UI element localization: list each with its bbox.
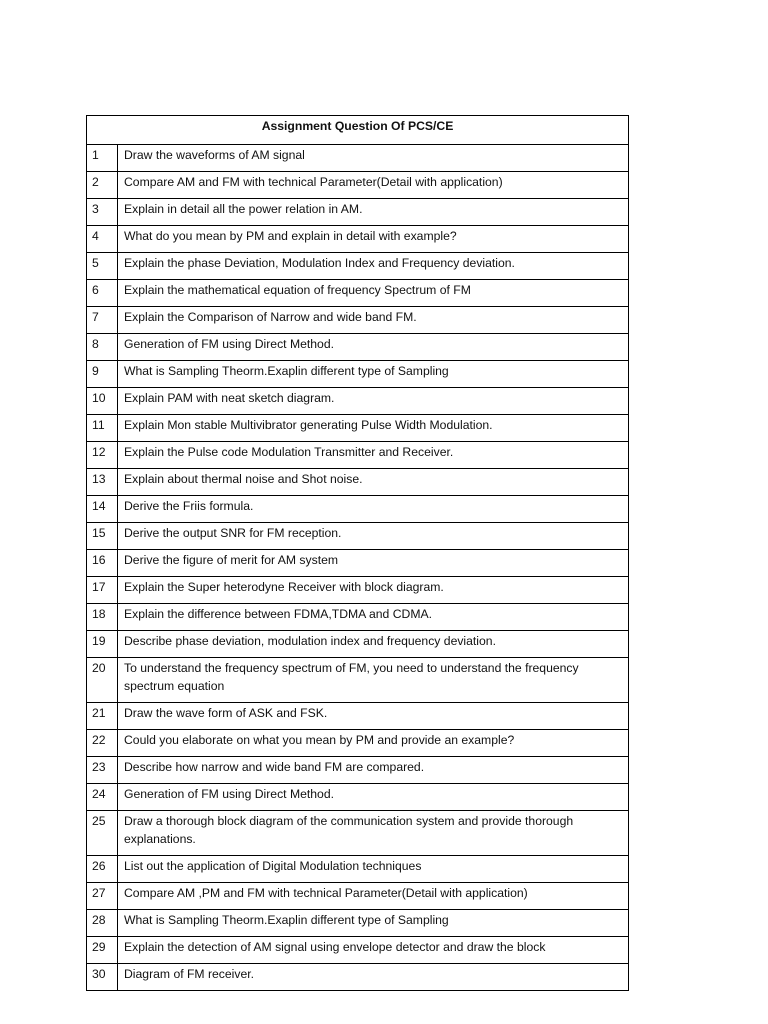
question-text: Explain in detail all the power relation in AM. bbox=[118, 199, 629, 226]
table-row bbox=[87, 910, 629, 937]
table-row bbox=[87, 469, 629, 496]
question-number: 13 bbox=[87, 469, 118, 496]
question-text: Draw the wave form of ASK and FSK. bbox=[118, 703, 629, 730]
question-text: Describe how narrow and wide band FM are compared. bbox=[118, 757, 629, 784]
table-title: Assignment Question Of PCS/CE bbox=[87, 116, 629, 145]
question-number: 7 bbox=[87, 307, 118, 334]
question-text: What do you mean by PM and explain in detail with example? bbox=[118, 226, 629, 253]
table-row bbox=[87, 703, 629, 730]
question-text: Explain Mon stable Multivibrator generating Pulse Width Modulation. bbox=[118, 415, 629, 442]
question-text: Generation of FM using Direct Method. bbox=[118, 784, 629, 811]
question-number: 24 bbox=[87, 784, 118, 811]
table-row bbox=[87, 523, 629, 550]
question-text: Derive the Friis formula. bbox=[118, 496, 629, 523]
table-row bbox=[87, 784, 629, 811]
table-row bbox=[87, 361, 629, 388]
table-row bbox=[87, 307, 629, 334]
table-row bbox=[87, 253, 629, 280]
question-number: 9 bbox=[87, 361, 118, 388]
table-row bbox=[87, 550, 629, 577]
document-page bbox=[86, 115, 628, 991]
question-number: 15 bbox=[87, 523, 118, 550]
question-number: 16 bbox=[87, 550, 118, 577]
table-row bbox=[87, 964, 629, 991]
question-text: Explain the mathematical equation of frequency Spectrum of FM bbox=[118, 280, 629, 307]
table-row bbox=[87, 334, 629, 361]
question-text: Derive the figure of merit for AM system bbox=[118, 550, 629, 577]
question-text: Explain the Pulse code Modulation Transmitter and Receiver. bbox=[118, 442, 629, 469]
question-number: 30 bbox=[87, 964, 118, 991]
table-row bbox=[87, 496, 629, 523]
question-number: 12 bbox=[87, 442, 118, 469]
question-number: 23 bbox=[87, 757, 118, 784]
table-row bbox=[87, 415, 629, 442]
question-number: 20 bbox=[87, 658, 118, 703]
question-text: What is Sampling Theorm.Exaplin different type of Sampling bbox=[118, 910, 629, 937]
question-number: 5 bbox=[87, 253, 118, 280]
question-number: 27 bbox=[87, 883, 118, 910]
table-row bbox=[87, 658, 629, 703]
question-number: 14 bbox=[87, 496, 118, 523]
question-text: Describe phase deviation, modulation index and frequency deviation. bbox=[118, 631, 629, 658]
question-text: Explain the detection of AM signal using envelope detector and draw the block bbox=[118, 937, 629, 964]
question-text: Compare AM ,PM and FM with technical Parameter(Detail with application) bbox=[118, 883, 629, 910]
question-text: Explain the Comparison of Narrow and wide band FM. bbox=[118, 307, 629, 334]
question-number: 1 bbox=[87, 145, 118, 172]
table-row bbox=[87, 172, 629, 199]
question-number: 28 bbox=[87, 910, 118, 937]
question-text: Draw a thorough block diagram of the communication system and provide thorough explanations. bbox=[118, 811, 629, 856]
question-number: 11 bbox=[87, 415, 118, 442]
table-row bbox=[87, 577, 629, 604]
table-row bbox=[87, 856, 629, 883]
table-row bbox=[87, 883, 629, 910]
table-row bbox=[87, 937, 629, 964]
question-number: 10 bbox=[87, 388, 118, 415]
question-number: 4 bbox=[87, 226, 118, 253]
table-row bbox=[87, 442, 629, 469]
question-text: What is Sampling Theorm.Exaplin different type of Sampling bbox=[118, 361, 629, 388]
question-number: 6 bbox=[87, 280, 118, 307]
question-number: 3 bbox=[87, 199, 118, 226]
question-number: 22 bbox=[87, 730, 118, 757]
question-number: 29 bbox=[87, 937, 118, 964]
table-row bbox=[87, 280, 629, 307]
table-row bbox=[87, 757, 629, 784]
question-text: Draw the waveforms of AM signal bbox=[118, 145, 629, 172]
question-text: List out the application of Digital Modulation techniques bbox=[118, 856, 629, 883]
table-row bbox=[87, 199, 629, 226]
question-number: 2 bbox=[87, 172, 118, 199]
table-row bbox=[87, 388, 629, 415]
question-text: To understand the frequency spectrum of FM, you need to understand the frequency spectrum equation bbox=[118, 658, 629, 703]
table-row bbox=[87, 145, 629, 172]
table-row bbox=[87, 730, 629, 757]
assignment-table bbox=[86, 115, 629, 991]
question-number: 21 bbox=[87, 703, 118, 730]
table-row bbox=[87, 811, 629, 856]
table-row bbox=[87, 604, 629, 631]
table-row bbox=[87, 226, 629, 253]
question-list bbox=[87, 145, 629, 991]
question-text: Derive the output SNR for FM reception. bbox=[118, 523, 629, 550]
question-number: 17 bbox=[87, 577, 118, 604]
question-number: 25 bbox=[87, 811, 118, 856]
question-text: Explain PAM with neat sketch diagram. bbox=[118, 388, 629, 415]
question-number: 26 bbox=[87, 856, 118, 883]
question-number: 19 bbox=[87, 631, 118, 658]
question-text: Explain about thermal noise and Shot noise. bbox=[118, 469, 629, 496]
question-text: Diagram of FM receiver. bbox=[118, 964, 629, 991]
question-text: Generation of FM using Direct Method. bbox=[118, 334, 629, 361]
question-text: Could you elaborate on what you mean by PM and provide an example? bbox=[118, 730, 629, 757]
question-number: 8 bbox=[87, 334, 118, 361]
question-text: Explain the phase Deviation, Modulation Index and Frequency deviation. bbox=[118, 253, 629, 280]
question-text: Explain the difference between FDMA,TDMA and CDMA. bbox=[118, 604, 629, 631]
table-row bbox=[87, 631, 629, 658]
question-text: Explain the Super heterodyne Receiver with block diagram. bbox=[118, 577, 629, 604]
question-number: 18 bbox=[87, 604, 118, 631]
question-text: Compare AM and FM with technical Parameter(Detail with application) bbox=[118, 172, 629, 199]
